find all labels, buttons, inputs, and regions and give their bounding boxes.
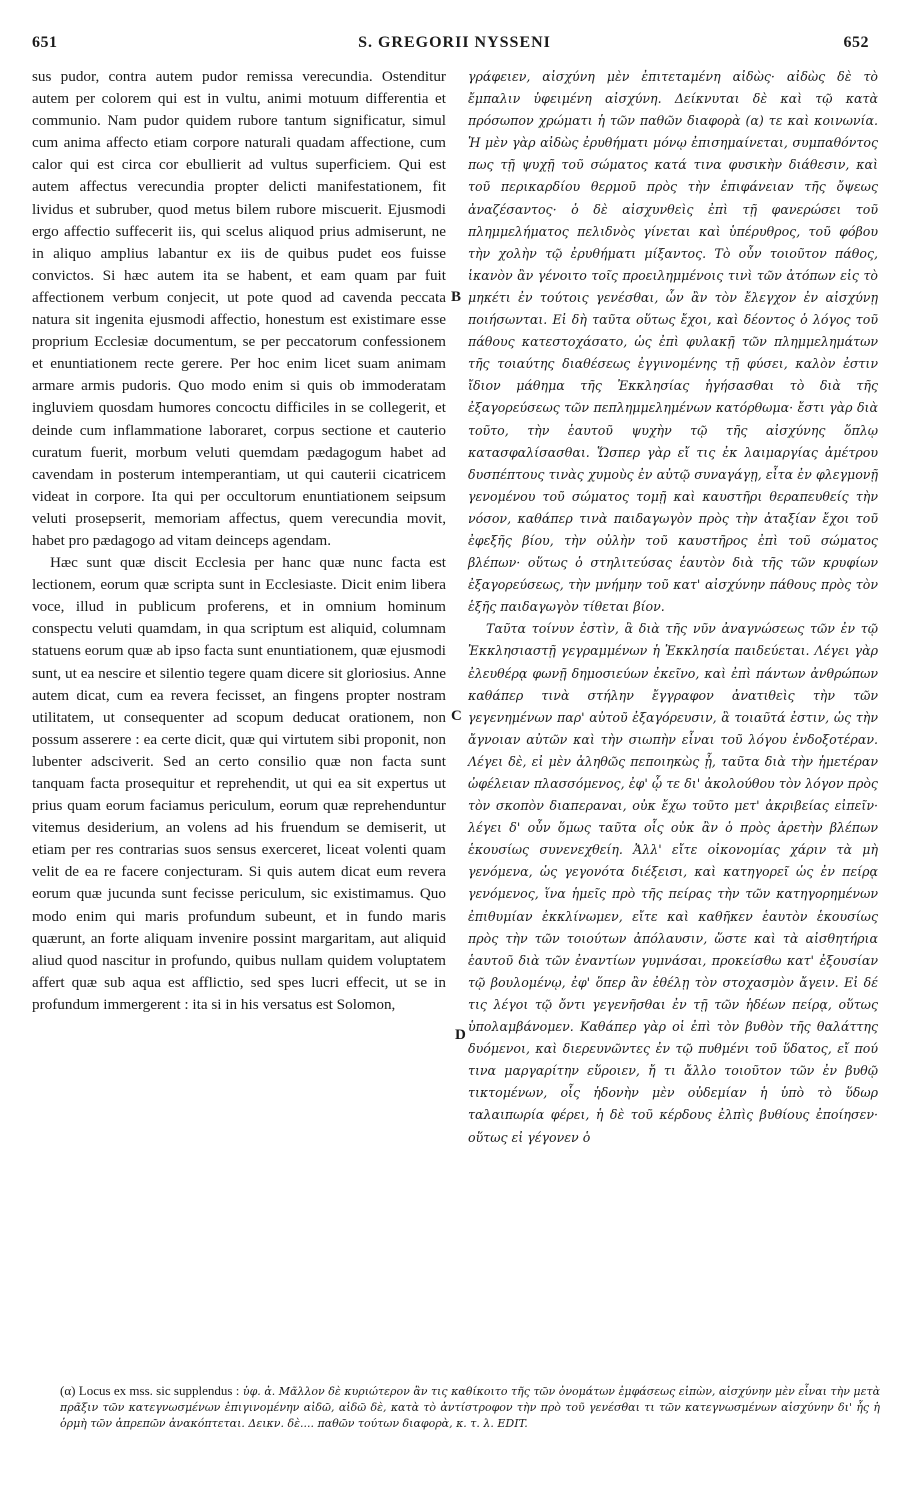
latin-paragraph-2: Hæc sunt quæ discit Ecclesia per hanc quæ nunc facta est lectionem, eorum quæ scripta sunt in Ecclesiaste. Dicit enim libera voce, illud in publicum proferens, et in omnium hominum conspectu veluti quamdam, in qua scriptum est aliquid, columnam statuens eorum quæ ab ipso facta sunt enuntiationem, quæ ejusmodi sunt, ut ea nescire et silentio tegere quam dicere sit gloriosius. Anne autem dicat, cum ea revera fecisset, an fingens propter nostram utilitatem, ut consequenter ad scopum deducat orationem, non possum asserere : ea certe dicit, quæ qui virtutem sibi proponit, non lubenter adsciverit. Sed an certo consilio quæ non facta sunt tanquam facta prosequitur et reprehendit, ut qui ea sit expertus ut prius quam eorum faciamus periculum, eorum quæ reprehenduntur vitemus desiderium, an volens ad his fruendum se demiserit, ut etiam per res contrarias suos sensus exerceret, liceat volenti quam velit de ea re facere conjecturam. Si quis autem dicat eum revera eorum quæ jucunda sunt fecisse periculum, sic existimamus. Quo modo enim qui maris profundum subeunt, et in fundo maris quærunt, an forte aliquam invenire possint margaritam, aut aliquid aliud quod nascitur in profundo, quibus nullam quidem voluptatem affert quæ sub aqua est afflictio, sed spes lucri effecit, ut se in profundum immergerent : ita si in his versatus est Solomon, <box>32 554 446 1013</box>
footnote-text: ὑφ. ἀ. Μᾶλλον δὲ κυριώτερον ἂν τις καθίκοιτο τῆς τῶν ὀνομάτων ἐμφάσεως εἰπὼν, αἰσχύνην μὲν εἶναι τὴν μετὰ πρᾶξιν τῶν κατεγνωσμένων ἐπιγινομένην αἰδῶ, αἰδῶ δὲ, κατὰ τὸ ἀντίστροφον τὴν πρὸ τοῦ γενέσθαι τι τῶν κατεγνωσμένων αἰσχύνην δι' ἧς ἡ ὁρμὴ τῶν ἀπρεπῶν ἀνακόπτεται. Δεικν. δὲ.... παθῶν τούτων διαφορὰ, κ. τ. λ. EDIT. <box>60 1385 880 1430</box>
page-number-left: 651 <box>32 34 58 51</box>
latin-column <box>32 66 446 1016</box>
page-number-right: 652 <box>843 34 869 51</box>
greek-column <box>468 66 878 1149</box>
greek-paragraph-2: Ταῦτα τοίνυν ἐστὶν, ἃ διὰ τῆς νῦν ἀναγνώσεως τῶν ἐν τῷ Ἐκκλησιαστῇ γεγραμμένων ἡ Ἐκκλησία παιδεύεται. Λέγει γὰρ ἐλευθέρᾳ φωνῇ δημοσιεύων ἐκεῖνο, καὶ ἐπὶ πάντων ἀνθρώπων καθάπερ τινὰ στήλην ἔγγραφον ἀνατιθεὶς τὴν τῶν γεγενημένων παρ' αὐτοῦ ἐξαγόρευσιν, ἃ τοιαῦτά ἐστιν, ὡς τὴν ἄγνοιαν αὐτῶν καὶ τὴν σιωπὴν εἶναι τοῦ λόγου ἐνδοξοτέραν. Λέγει δὲ, εἰ μὲν ἀληθῶς πεποιηκὼς ᾖ, ταῦτα διὰ τὴν ἡμετέραν ὠφέλειαν πλασσόμενος, ἐφ' ᾧ τε δι' ἀκολούθου τὸν λόγον πρὸς τὸν σκοπὸν διαπεραναι, οὐκ ἔχω τοῦτο μετ' ἀκριβείας εἰπεῖν· λέγει δ' οὖν ὅμως ταῦτα οἷς οὐκ ἂν ὁ πρὸς ἀρετὴν βλέπων ἑκουσίως συνενεχθείη. Ἀλλ' εἴτε οἰκονομίας χάριν τὰ μὴ γενόμενα, ὡς γεγονότα διέξεισι, καὶ κατηγορεῖ ὡς ἐν πείρᾳ γενόμενος, ἵνα ἡμεῖς πρὸ τῆς πείρας τὴν τῶν κατηγορημένων ἐπιθυμίαν ἐκκλίνωμεν, εἴτε καὶ καθῆκεν ἑαυτὸν ἑκουσίως πρὸς τὴν τῶν τοιούτων ἀπόλαυσιν, ὥστε καὶ τὰ αἰσθητήρια ἑαυτοῦ διὰ τῶν ἐναντίων γυμνάσαι, προκείσθω κατ' ἐξουσίαν τῷ βουλομένῳ, ἐφ' ὅπερ ἂν ἐθέλῃ τὸν στοχασμὸν ἄγειν. Εἰ δέ τις λέγοι τῷ ὄντι γεγενῆσθαι ἐν τῇ τῶν ἡδέων πείρᾳ, οὕτως ὑπολαμβάνομεν. Καθάπερ γὰρ οἱ ἐπὶ τὸν βυθὸν τῆς θαλάττης δυόμενοι, καὶ διερευνῶντες ἐν τῷ πυθμένι τοῦ ὕδατος, εἴ πού τινα μαργαρίτην εὕροιεν, ἤ τι ἄλλο τοιοῦτον τῶν ἐν βυθῷ τικτομένων, οἷς ἡδονὴν μὲν οὐδεμίαν ἡ ὑπὸ τὸ ὕδωρ ταλαιπωρία φέρει, ἡ δὲ τοῦ κέρδους ἐλπὶς βυθίους ἐποίησεν· οὕτως εἰ γέγονεν ὁ <box>468 621 878 1145</box>
greek-paragraph-1: γράφειεν, αἰσχύνη μὲν ἐπιτεταμένη αἰδὼς· αἰδὼς δὲ τὸ ἔμπαλιν ὑφειμένη αἰσχύνη. Δείκνυται δὲ καὶ τῷ κατὰ πρόσωπον χρώματι ἡ τῶν παθῶν διαφορὰ (α) τε καὶ κοινωνία. Ἡ μὲν γὰρ αἰδὼς ἐρυθήματι μόνῳ ἐπισημαίνεται, συμπαθόντος πως τῇ ψυχῇ τοῦ σώματος κατά τινα φυσικὴν διάθεσιν, καὶ τοῦ περικαρδίου θερμοῦ πρὸς τὴν ἐπιφάνειαν τῆς ὄψεως ἀναζέσαντος· ὁ δὲ αἰσχυνθεὶς ἐπὶ τῇ φανερώσει τοῦ πλημμελήματος πελιδνὸς γίνεται καὶ ὑπέρυθρος, τοῦ φόβου τὴν χολὴν τῷ ἐρυθήματι μίξαντος. Τὸ οὖν τοιοῦτον πάθος, ἱκανὸν ἂν γένοιτο τοῖς προειλημμένοις τινὶ τῶν ἀτόπων εἰς τὸ μηκέτι ἐν τούτοις γενέσθαι, ὧν ἂν τὸν ἔλεγχον ἐν αἰσχύνῃ ποιήσωνται. Εἰ δὴ ταῦτα οὕτως ἔχοι, καὶ δέοντος ὁ λόγος τοῦ πάθους κατεστοχάσατο, ὡς ἐπὶ φυλακῇ τῶν πλημμελημάτων τῆς τοιαύτης διαθέσεως ἐγγινομένης τῇ φύσει, καλὸν ἐστιν ἴδιον μάθημα τῆς Ἐκκλησίας ἡγήσασθαι τὸ διὰ τῆς ἐξαγορεύσεως τῶν πεπλημμελημένων κατόρθωμα· ἔστι γὰρ διὰ τοῦτο, τὴν ἑαυτοῦ ψυχὴν τῷ τῆς αἰσχύνης ὅπλῳ κατασφαλίσασθαι. Ὥσπερ γὰρ εἴ τις ἐκ λαιμαργίας ἀμέτρου δυσπέπτους τινὰς χυμοὺς ἐν αὐτῷ συναγάγῃ, εἶτα ἐν φλεγμονῇ γενομένου τοῦ σώματος τομῇ καὶ καυστῆρι θεραπευθείς τὴν νόσον, καθάπερ τινὰ παιδαγωγὸν πρὸς τὴν ἀταξίαν ἔχοι τοῦ ἐφεξῆς βίου, τὴν οὐλὴν τοῦ καυστῆρος ἐπὶ τοῦ σώματος βλέπων· οὕτως ὁ στηλιτεύσας ἑαυτὸν διὰ τῆς τῶν κρυφίων ἐξαγορεύσεως, τὴν μνήμην τοῦ κατ' αἰσχύνην πάθους πρὸς τὸν ἑξῆς παιδαγωγὸν τίθεται βίον. <box>468 69 878 615</box>
running-title: S. GREGORII NYSSENI <box>358 34 551 51</box>
section-marker-b: B <box>451 289 462 305</box>
section-marker-d: D <box>455 1027 466 1043</box>
footnote-lead: (α) Locus ex mss. sic supplendus : <box>60 1383 240 1398</box>
footnote <box>60 1383 880 1432</box>
running-header <box>0 34 909 60</box>
latin-paragraph-1: sus pudor, contra autem pudor remissa verecundia. Ostenditur autem per colorem qui est in vultu, animi motuum differentia et communio. Nam pudor quidem rubore tantum significatur, simul cum anima affecto etiam corpore naturali quadam affectione, cum calor qui est circa cor ebullierit ad vultus superficiem. Qui est autem affectus verecundia propter delicti manifestationem, fit lividus et subruber, quod metus bilem rubore miscuerit. Ejusmodi ergo affectio suffecerit iis, qui scelus aliquod prius admiserunt, ne in aliquo amplius labantur ex iis de quibus pudet eos fuisse convictos. Si hæc autem ita se habent, et eam quam par fuit affectionem verbum conjecit, ut pote quod ad cavenda peccata natura sit ingenita ejusmodi affectio, honestum est existimare esse proprium Ecclesiæ documentum, se per peccatorum confessionem et enuntiationem recte gerere. Per hoc enim licet suam animam armare armis pudoris. Quo modo enim si quis ob immoderatam ingluviem quosdam humores concoctu difficiles in se collegerit, et deinde cum inflammatione laboraret, corpus sectione et cauterio curatum fuerit, morbum veluti quemdam pædagogum habet ad cavendam in posterum intemperantiam, ut qui cauterii cicatricem videat in corpore. Ita qui per occultorum enuntiationem seipsum veluti prosepserit, memoriam affectus, quem verecundia movit, habet pro pædagogo ad vitam deinceps agendam. <box>32 68 446 549</box>
section-marker-c: C <box>451 708 462 724</box>
